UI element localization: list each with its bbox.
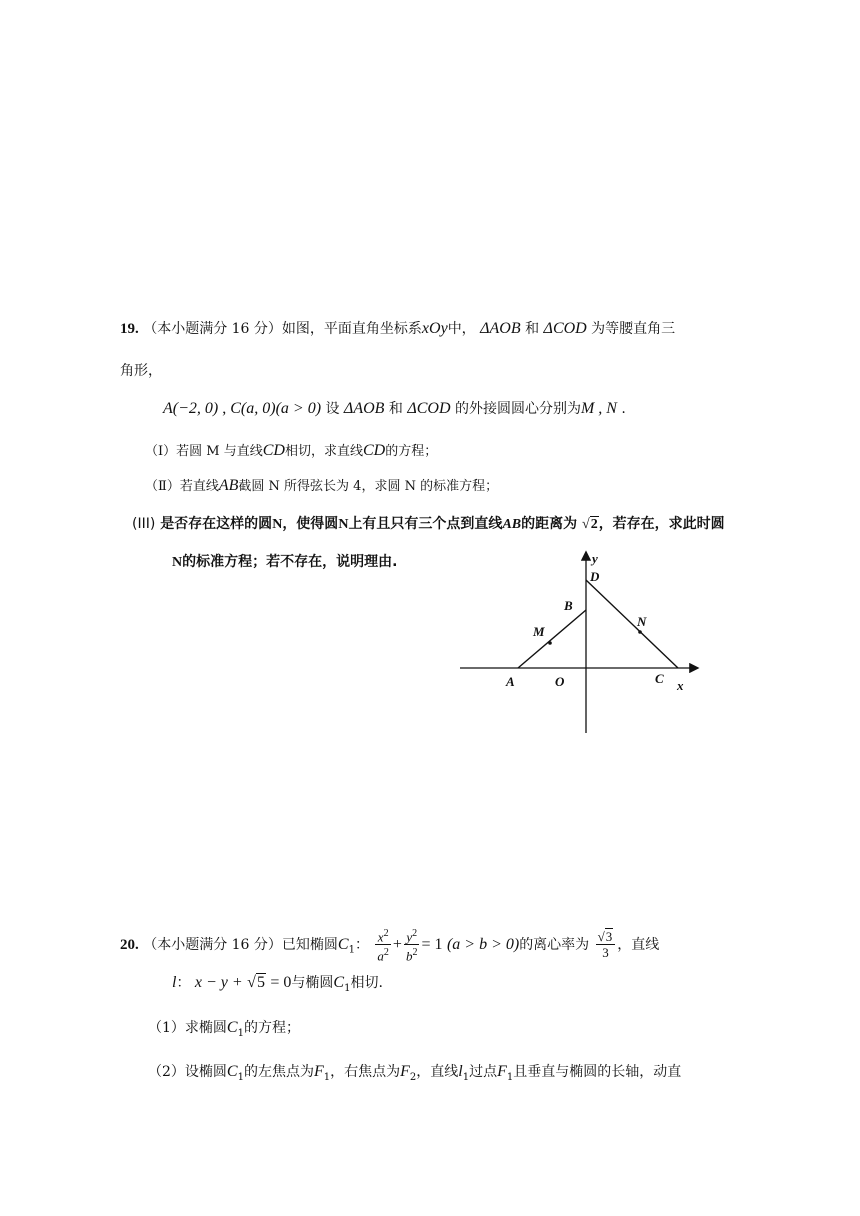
frac-den: a (377, 948, 384, 964)
q20-text: 相切. (350, 975, 383, 991)
q20-text: ： (354, 936, 369, 953)
circle-n: N (338, 517, 349, 532)
q19-part2 (145, 475, 498, 495)
label-o: O (555, 674, 565, 689)
sqrt-two: √2 (582, 517, 598, 532)
circle-n: N (272, 517, 283, 532)
q20-part2 (148, 1061, 681, 1083)
superscript: 2 (412, 947, 418, 959)
q20-text: 过点 (469, 1064, 498, 1080)
frac-num: x (377, 929, 384, 945)
q19-text: 的外接圆圆心分别为 (450, 401, 581, 417)
label-b: B (564, 598, 573, 613)
q20-text: 设椭圆 (184, 1064, 227, 1080)
line-ab: AB (502, 517, 522, 532)
subscript: 1 (506, 1071, 514, 1083)
label-x: x (677, 678, 684, 693)
ellipse-c1: C (226, 1063, 238, 1080)
subscript: 1 (348, 944, 355, 956)
q19-text: 截圆 N 所得弦长为 4，求圆 N 的标准方程； (238, 479, 499, 494)
frac-den: b (405, 948, 413, 964)
q20-line2 (172, 972, 383, 994)
q19-text: 若圆 M 与直线 (176, 444, 263, 459)
ellipse-c1: C (226, 1019, 238, 1036)
q20-text: 的方程； (243, 1020, 300, 1036)
subscript: 1 (323, 1071, 331, 1083)
q20-text: 求椭圆 (184, 1020, 227, 1036)
segment-dc (586, 580, 678, 668)
sqrt-radicand: 3 (605, 929, 613, 945)
triangle-aob: ΔAOB (480, 320, 521, 337)
q20-part1 (148, 1017, 300, 1039)
subscript: 1 (344, 982, 351, 994)
q20-text: ，右焦点为 (330, 1064, 401, 1080)
question-number: 19. (120, 321, 139, 337)
q19-text: ，若存在，求此时圆 (598, 516, 725, 532)
fraction-y2-b2 (404, 926, 420, 964)
line-ab: AB (218, 477, 239, 494)
q19-text: 是否存在这样的圆 (160, 516, 273, 532)
label-a: A (506, 674, 515, 689)
q19-line3 (163, 398, 626, 418)
part-label: (III) (132, 516, 156, 532)
circle-n: N (172, 555, 183, 570)
label-n: N (637, 614, 647, 629)
part-label: （2） (148, 1064, 185, 1080)
focus-f2: F (400, 1063, 410, 1080)
point-c: C(a, 0)(a > 0) (230, 400, 322, 417)
point-a: A(−2, 0) (163, 400, 219, 417)
q19-text: . (616, 401, 626, 417)
plus-sign: + (392, 935, 402, 953)
superscript: 2 (412, 928, 418, 939)
superscript: 2 (383, 928, 389, 939)
label-m: M (533, 624, 545, 639)
q19-line1 (120, 318, 675, 338)
frac-den: 3 (602, 945, 609, 961)
focus-f1: F (497, 1063, 507, 1080)
q19-text: 为等腰直角三 (591, 321, 676, 337)
sqrt-radicand: 2 (590, 517, 598, 532)
q20-text: 的左焦点为 (243, 1064, 314, 1080)
triangle-cod: ΔCOD (407, 400, 451, 417)
q19-text: 若直线 (179, 479, 219, 494)
line-l1: l (458, 1063, 463, 1080)
label-c: C (655, 671, 664, 686)
sqrt-radicand: 5 (256, 974, 265, 991)
line-l: l (172, 974, 177, 991)
segment-ab (518, 610, 586, 668)
q20-text: （本小题满分 16 分）已知椭圆 (143, 936, 338, 953)
q19-part1 (145, 440, 437, 460)
ellipse-c1: C (333, 974, 345, 991)
fraction-x2-a2 (375, 926, 391, 964)
q19-part3-line1 (132, 513, 725, 533)
q19-intro: （本小题满分 16 分）如图，平面直角坐标系 (143, 321, 422, 337)
subscript: 1 (237, 1071, 244, 1083)
eccentricity-fraction: $\frac{√3}{3}$ (596, 929, 616, 960)
q19-text: 中， (447, 321, 476, 337)
line-equation: = 0 (270, 974, 292, 991)
point-m (548, 641, 552, 645)
q19-text: 和 (384, 401, 403, 417)
line-cd: CD (362, 442, 386, 459)
q19-part3-line2 (172, 551, 397, 571)
q19-text: 设 (321, 401, 340, 417)
centers-mn: M , N (580, 400, 617, 417)
coord-system: xOy (421, 320, 448, 337)
frac-num: y (406, 929, 413, 945)
q20-line1 (120, 926, 659, 964)
q20-text: 的离心率为 (519, 936, 590, 953)
q19-text: 相切，求直线 (284, 444, 363, 459)
label-d: D (590, 569, 600, 584)
q20-text: ，直线 (617, 936, 660, 953)
q19-text: ，使得圆 (282, 516, 339, 532)
question-number: 20. (120, 936, 139, 953)
q19-text: 和 (525, 321, 540, 337)
subscript: 2 (409, 1071, 417, 1083)
q19-text: , (218, 400, 231, 417)
superscript: 2 (383, 947, 389, 959)
q19-text: 的标准方程；若不存在，说明理由. (182, 554, 398, 570)
ellipse-c1: C (337, 935, 349, 953)
equals-one: = 1 (421, 935, 443, 953)
part-label: （1） (148, 1020, 185, 1036)
line-cd: CD (262, 442, 285, 459)
label-y: y (592, 551, 598, 566)
q19-text: 的距离为 (521, 516, 578, 532)
subscript: 1 (237, 1027, 244, 1039)
q19-line2: 角形， (120, 363, 162, 379)
q20-text: ，直线 (416, 1064, 459, 1080)
subscript: 1 (462, 1071, 470, 1083)
q20-text: 且垂直与椭圆的长轴，动直 (513, 1064, 682, 1080)
line-equation: x − y + (194, 974, 243, 991)
geometry-figure (455, 548, 705, 738)
point-n (638, 630, 642, 634)
condition: (a > b > 0) (446, 935, 520, 953)
q20-text: 与椭圆 (291, 975, 334, 991)
triangle-cod: ΔCOD (543, 320, 587, 337)
q20-text: ： (176, 975, 191, 991)
q19-text: 的方程； (385, 444, 438, 459)
focus-f1: F (313, 1063, 324, 1080)
q19-text: 上有且只有三个点到直线 (348, 516, 503, 532)
part-label: （Ⅱ） (145, 479, 180, 494)
sqrt-five: √5 (247, 974, 265, 991)
triangle-aob: ΔAOB (343, 400, 385, 417)
part-label: （Ⅰ） (145, 444, 177, 459)
